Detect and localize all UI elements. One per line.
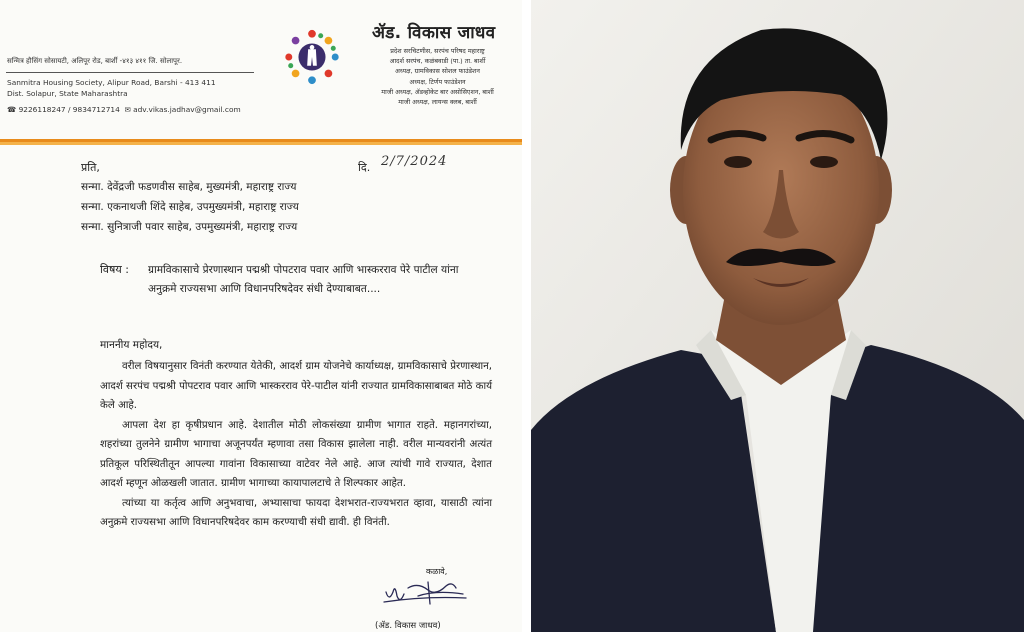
signature-image bbox=[378, 574, 473, 618]
date-value: 2/7/2024 bbox=[381, 154, 448, 169]
email-address: adv.vikas.jadhav@gmail.com bbox=[133, 105, 241, 114]
salutation: माननीय महोदय, bbox=[100, 339, 163, 351]
role-line: अध्यक्ष, ग्रामविकास सोशल फाउंडेशन bbox=[395, 67, 480, 76]
phone-numbers: 9226118247 / 9834712714 bbox=[18, 105, 120, 114]
letterhead-name: ॲड. विकास जाधव bbox=[372, 23, 496, 43]
role-line: माजी अध्यक्ष, ॲडव्होकेट बार असोसिएशन, बार्शी bbox=[381, 87, 494, 96]
phone-icon: ☎ bbox=[7, 105, 17, 114]
recipient-line: सन्मा. देवेंद्रजी फडणवीस साहेब, मुख्यमंत्री, महाराष्ट्र राज्य bbox=[81, 181, 297, 193]
role-line: माजी अध्यक्ष, लायन्स क्लब, बार्शी bbox=[398, 98, 477, 107]
email-icon: ✉ bbox=[124, 105, 131, 114]
address-english-line-2: Dist. Solapur, State Maharashtra bbox=[7, 89, 128, 98]
contact-line bbox=[7, 104, 269, 115]
signer-name: (ॲड. विकास जाधव) bbox=[375, 621, 441, 631]
letter-body bbox=[100, 357, 492, 533]
to-label: प्रति, bbox=[81, 161, 100, 174]
letterhead-band bbox=[0, 139, 522, 145]
role-line: आदर्श सरपंच, कळंबवाडी (पा.) ता. बार्शी bbox=[389, 57, 486, 66]
ornate-circular-emblem-icon bbox=[283, 28, 341, 86]
role-line: अध्यक्ष, टिर्णप फाउंडेशन bbox=[409, 77, 466, 86]
subject-text: ग्रामविकासाचे प्रेरणास्थान पद्मश्री पोपटराव पवार आणि भास्करराव पेरे पाटील यांना अनुक्रमे राज्यसभा आणि विधानपरिषदेवर संधी देण्याबाबत.... bbox=[148, 264, 459, 295]
portrait-photo bbox=[531, 0, 1024, 632]
recipient-line: सन्मा. सुनित्राजी पवार साहेब, उपमुख्यमंत्री, महाराष्ट्र राज्य bbox=[81, 221, 298, 233]
address-marathi: सन्मित्र हौसिंग सोसायटी, अलिपूर रोड, बार्शी -४१३ ४११ जि. सोलापूर. bbox=[7, 57, 183, 65]
closing: कळावे, bbox=[426, 567, 448, 576]
role-line: प्रदेश सरचिटणीस, सरपंच परिषद महाराष्ट्र bbox=[390, 47, 485, 55]
body-paragraph: वरील विषयानुसार विनंती करण्यात येतेकी, आदर्श ग्राम योजनेचे कार्याध्यक्ष, ग्रामविकासाचे प्रेरणास्थान, आदर्श सरपंच पद्मश्री पोपटराव पवार आणि भास्करराव पेरे-पाटील यांनी राज्यात ग्रामविकासाबाबत मोठे कार्य केले आहे. bbox=[100, 361, 492, 411]
body-paragraph: त्यांच्या या कर्तृत्व आणि अनुभवाचा, अभ्यासाचा फायदा देशभरात-राज्यभरात व्हावा, यासाठी त्यांना अनुक्रमे राज्यसभा आणि विधानपरिषदेवर काम करण्याची संधी द्यावी. ही विनंती. bbox=[100, 497, 492, 528]
subject-label: विषय : bbox=[100, 263, 129, 276]
body-paragraph: आपला देश हा कृषीप्रधान आहे. देशातील मोठी लोकसंख्या ग्रामीण भागात राहते. महानगरांच्या, शहरांच्या तुलनेने ग्रामीण भागाचा अजूनपर्यंत म्हणावा तसा विकास झालेला नाही. वरील मान्यवरांनी अत्यंत प्रतिकूल परिस्थितीतून आपल्या गावांना विकासाच्या वाटेवर नेले आहे. आज त्यांची गावे राज्यात, देशात आदर्श म्हणून ओळखली जातात. ग्रामीण भागाच्या कायापालटाचे ते शिल्पकार आहेत. bbox=[100, 419, 492, 489]
address-divider bbox=[6, 72, 254, 73]
letterhead-roles bbox=[355, 46, 520, 107]
letterhead-address bbox=[7, 56, 269, 115]
recipient-line: सन्मा. एकनाथजी शिंदे साहेब, उपमुख्यमंत्री, महाराष्ट्र राज्य bbox=[81, 201, 299, 213]
date-label: दि. bbox=[358, 161, 371, 174]
address-english-line-1: Sanmitra Housing Society, Alipur Road, Barshi - 413 411 bbox=[7, 78, 216, 87]
